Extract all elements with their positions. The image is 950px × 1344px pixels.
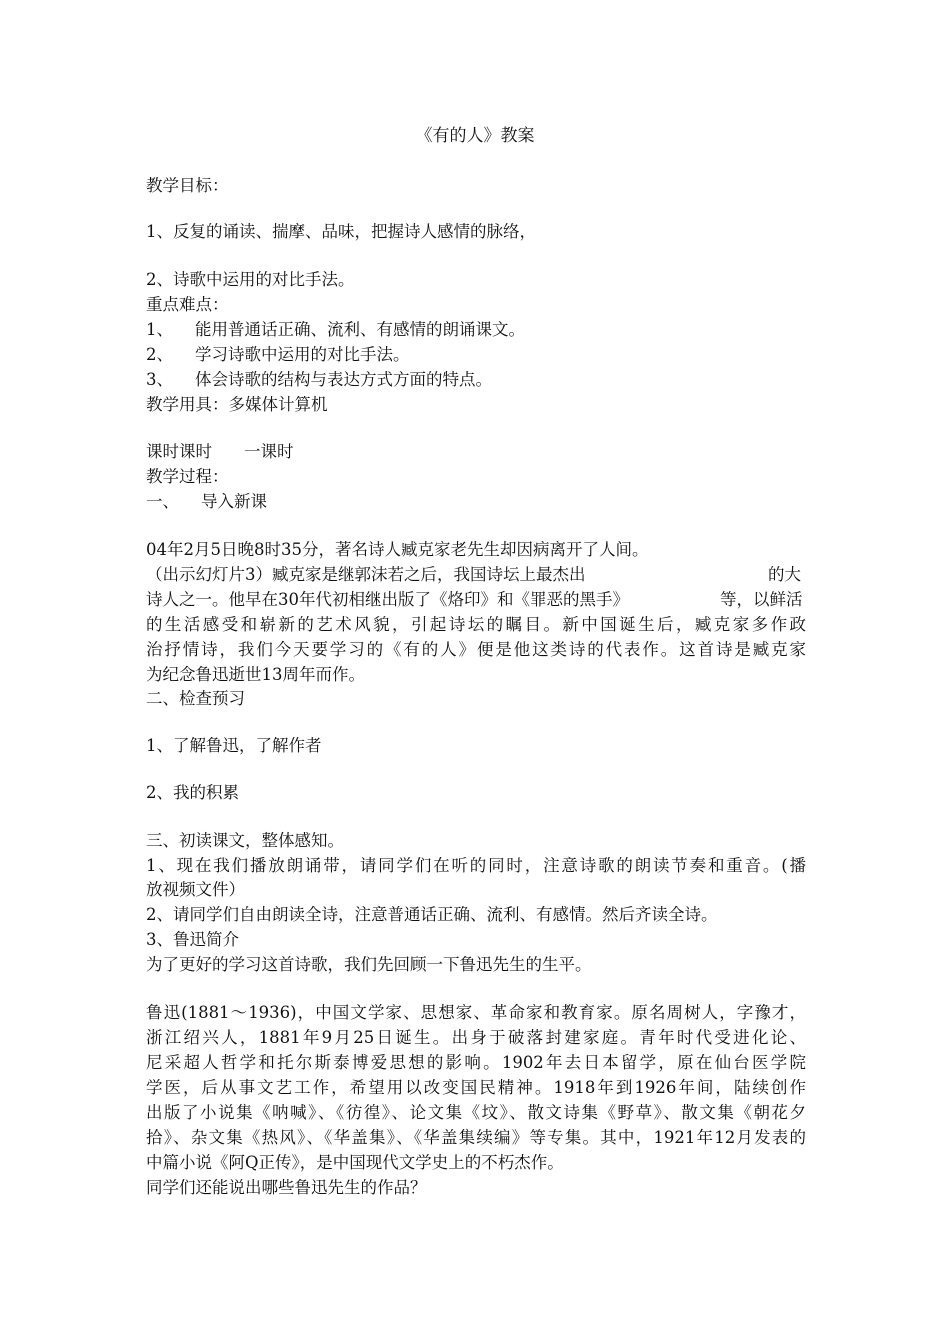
intro-line-2-end: 的大 xyxy=(768,565,801,584)
process-heading: 教学过程： xyxy=(146,467,229,486)
key-point-2 xyxy=(146,343,410,367)
key-points-heading: 重点难点： xyxy=(146,295,229,314)
bio-line-4: 学医，后从事文艺工作，希望用以改变国民精神。1918年到1926年间，陆续创作 xyxy=(146,1078,806,1097)
section-1-number: 一、 xyxy=(146,492,179,511)
bio-line-5: 出版了小说集《呐喊》、《彷徨》、论文集《坟》、散文诗集《野草》、散文集《朝花夕 xyxy=(146,1103,806,1122)
intro-line-3-start: 诗人之一。他早在30年代初相继出版了《烙印》和《罪恶的黑手》 xyxy=(146,590,629,609)
objective-2: 2、诗歌中运用的对比手法。 xyxy=(146,270,355,289)
objective-1: 1、反复的诵读、揣摩、品味，把握诗人感情的脉络， xyxy=(146,222,536,241)
bio-line-3: 尼采超人哲学和托尔斯泰博爱思想的影响。1902年去日本留学，原在仙台医学院 xyxy=(146,1053,806,1072)
key-point-2-text: 学习诗歌中运用的对比手法。 xyxy=(195,345,410,364)
bio-line-2: 浙江绍兴人，1881年9月25日诞生。出身于破落封建家庭。青年时代受进化论、 xyxy=(146,1028,806,1047)
closing-question: 同学们还能说出哪些鲁迅先生的作品？ xyxy=(146,1178,427,1197)
key-point-3-text: 体会诗歌的结构与表达方式方面的特点。 xyxy=(195,370,492,389)
intro-line-2-start: （出示幻灯片3）臧克家是继郭沫若之后，我国诗坛上最杰出 xyxy=(146,565,586,584)
section-2-heading: 二、检查预习 xyxy=(146,689,245,708)
class-hours-label: 课时课时 xyxy=(146,442,212,461)
key-point-1-text: 能用普通话正确、流利、有感情的朗诵课文。 xyxy=(195,320,525,339)
review-intro: 为了更好的学习这首诗歌，我们先回顾一下鲁迅先生的生平。 xyxy=(146,955,592,974)
intro-line-3 xyxy=(146,588,806,612)
key-point-1 xyxy=(146,318,525,342)
reading-step-1-line-2: 放视频文件） xyxy=(146,880,245,899)
key-point-3-number: 3、 xyxy=(146,370,173,389)
intro-line-6: 为纪念鲁迅逝世13周年而作。 xyxy=(146,665,365,684)
section-1-heading xyxy=(146,490,267,514)
objectives-heading: 教学目标： xyxy=(146,176,229,195)
teaching-tools: 教学用具：多媒体计算机 xyxy=(146,395,328,414)
reading-step-2: 2、请同学们自由朗读全诗，注意普通话正确、流利、有感情。然后齐读全诗。 xyxy=(146,905,718,924)
intro-line-5: 治抒情诗，我们今天要学习的《有的人》便是他这类诗的代表作。这首诗是臧克家 xyxy=(146,640,806,659)
bio-line-6: 拾》、杂文集《热风》、《华盖集》、《华盖集续编》等专集。其中，1921年12月发表的 xyxy=(146,1128,806,1147)
class-hours xyxy=(146,440,294,464)
preview-item-2: 2、我的积累 xyxy=(146,783,239,802)
bio-line-7: 中篇小说《阿Q正传》，是中国现代文学史上的不朽杰作。 xyxy=(146,1153,564,1172)
intro-line-4: 的生活感受和崭新的艺术风貌，引起诗坛的瞩目。新中国诞生后，臧克家多作政 xyxy=(146,615,806,634)
intro-line-2 xyxy=(146,563,806,587)
key-point-2-number: 2、 xyxy=(146,345,173,364)
bio-line-1: 鲁迅(1881～1936)，中国文学家、思想家、革命家和教育家。原名周树人，字豫才， xyxy=(146,1003,806,1022)
document-title: 《有的人》教案 xyxy=(415,126,535,146)
intro-line-1: 04年2月5日晚8时35分，著名诗人臧克家老先生却因病离开了人间。 xyxy=(146,540,649,559)
reading-step-3: 3、鲁迅简介 xyxy=(146,930,239,949)
preview-item-1: 1、了解鲁迅，了解作者 xyxy=(146,736,322,755)
intro-line-3-end: 等，以鲜活 xyxy=(720,590,803,609)
section-3-heading: 三、初读课文，整体感知。 xyxy=(146,831,344,850)
key-point-3 xyxy=(146,368,492,392)
reading-step-1-line-1: 1、现在我们播放朗诵带，请同学们在听的同时，注意诗歌的朗读节奏和重音。(播 xyxy=(146,856,806,875)
class-hours-value: 一课时 xyxy=(244,442,294,461)
section-1-title: 导入新课 xyxy=(201,492,267,511)
key-point-1-number: 1、 xyxy=(146,320,173,339)
